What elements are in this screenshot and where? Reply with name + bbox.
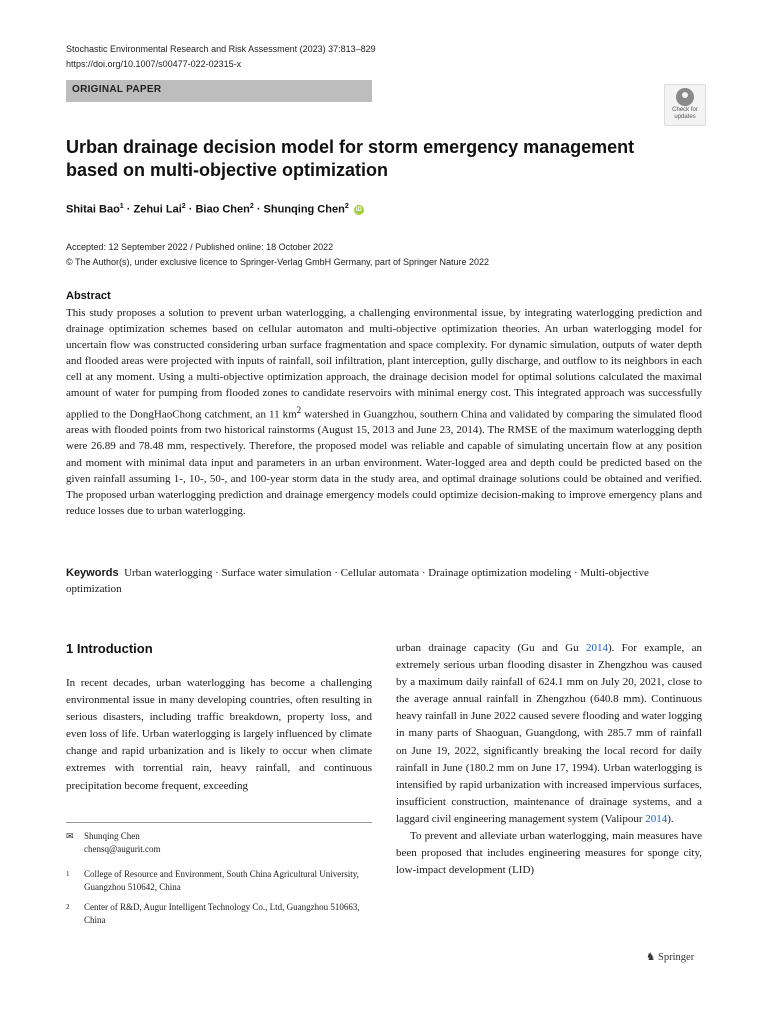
keywords-label: Keywords (66, 567, 119, 579)
author-name[interactable]: Shunqing Chen (263, 203, 345, 216)
journal-citation: Stochastic Environmental Research and Risk Assessment (2023) 37:813–829 (66, 44, 376, 54)
intro-paragraph: urban drainage capacity (Gu and Gu 2014). For example, an extremely serious urban flooding disaster in Zhengzhou was caused by a maximum daily rainfall of 624.1 mm on July 20, 2021, close to the average annual rainfall in Zhengzhou (640.8 mm). Continuous heavy rainfall in June 2022 caused severe flooding and water logging in many parts of Shaoguan, Guangdong, with 285.7 mm of rainfall on June 19, 2022, significantly breaking the local record for daily rainfall in June (180.2 mm on June 17, 1994). Urban waterlogging is intensified by rapid urbanization with increased impervious surfaces, insufficient construction, maintenance of drainage systems, and a laggard civil engineering management system (Valipour 2014). (396, 642, 702, 825)
author-affiliation: 2 (344, 203, 349, 210)
affiliation-2 (66, 901, 372, 927)
article-type-badge (66, 80, 372, 102)
contact-name: Shunqing Chen (84, 831, 140, 841)
intro-left-column (66, 675, 372, 795)
keywords-text: Urban waterlogging · Surface water simulation · Cellular automata · Drainage optimization modeling · Multi-objective optimization (66, 567, 649, 596)
publisher-logo (646, 951, 694, 963)
intro-right-column (396, 640, 702, 879)
check-updates-label: Check for updates (672, 107, 698, 120)
intro-paragraph: In recent decades, urban waterlogging has become a challenging environmental issue in many developing countries, often resulting in serious disasters, including traffic breakdown, property loss, and even loss of life. Urban waterlogging is largely influenced by climate change and rapid urbanization and is likely to occur when climate extremes with torrential rain, heavy rainfall, and continuous precipitation become frequent, exceeding (66, 677, 372, 792)
corresponding-author (66, 830, 372, 856)
author-name[interactable]: Zehui Lai (133, 203, 182, 216)
check-for-updates-button[interactable] (664, 84, 706, 126)
author-affiliation: 1 (119, 203, 124, 210)
affiliation-text: College of Resource and Environment, South China Agricultural University, Guangzhou 510642, China (84, 869, 359, 892)
author-list: Shitai Bao$^1$ · Zehui Lai$^2$ · Biao Chen$^2$ · Shunqing Chen$^2$ iD (66, 203, 362, 216)
contact-email[interactable]: chensq@augurit.com (84, 844, 161, 854)
springer-knight-icon: ♞ (646, 952, 656, 963)
journal-header (66, 42, 376, 72)
publication-dates (66, 240, 489, 270)
check-updates-icon (676, 88, 694, 106)
affiliation-1 (66, 868, 372, 894)
author-affiliation: 2 (249, 203, 254, 210)
author-name[interactable]: Shitai Bao (66, 203, 120, 216)
envelope-icon: ✉ (66, 831, 74, 841)
author-name[interactable]: Biao Chen (195, 203, 250, 216)
citation-link[interactable]: 2014 (585, 642, 608, 654)
section-heading-introduction: 1 Introduction (66, 641, 153, 656)
footnote-divider (66, 822, 372, 823)
article-type-label: ORIGINAL PAPER (72, 84, 162, 95)
abstract-body: This study proposes a solution to prevent urban waterlogging, a challenging environmental issue, by integrating waterlogging prediction and drainage optimization schemes based on cellular automaton and multi-objective optimization theories. An urban waterlogging model for uncertain flow was constructed considering urban surface fragmentation and space complexity. For dynamic simulation, outputs of water depth and flooded areas were projected with inputs of rainfall, soil infiltration, plant interception, gully discharge, and outflow to its neighbors in each cell at any moment. Using a multi-objective optimization approach, the drainage decision model for optimal solutions calculated the maximal amount of water for pumping from flooded zones to candidate reservoirs with minimal energy cost. This integrated approach was successfully applied to the DongHaoChong catchment, an 11 $km^2$ watershed in Guangzhou, southern China and validated by comparing the simulated flood areas with flooded points from two historical rainstorms (August 15, 2013 and June 23, 2014). The RMSE of the maximum waterlogging depth were 26.89 and 78.48 mm, respectively. Therefore, the proposed model was reliable and capable of simulating uncertain flow at any position and moment with minimal data input and parameters in an urban environment. Water-logged area and depth could be predicted based on the given rainfall assuming 1-, 10-, 50-, and 100-year storm data in the study area, and optimal drainage solutions could be obtained and verified. The proposed urban waterlogging prediction and drainage emergency models could optimize decision-making to improve emergency plans and reduce losses due to urban waterlogging. (66, 307, 702, 517)
abstract-heading: Abstract (66, 290, 111, 302)
affiliation-number: 2 (66, 903, 70, 911)
accepted-published: Accepted: 12 September 2022 / Published online: 18 October 2022 (66, 242, 334, 252)
paper-title: Urban drainage decision model for storm emergency management based on multi-objective optimization (66, 137, 635, 180)
keywords (66, 565, 702, 597)
copyright-line: © The Author(s), under exclusive licence to Springer-Verlag GmbH Germany, part of Springer Nature 2022 (66, 257, 489, 267)
intro-paragraph: To prevent and alleviate urban waterlogging, main measures have been proposed that includes engineering measures for sponge city, low-impact development (LID) (396, 830, 702, 877)
affiliation-number: 1 (66, 870, 70, 878)
publisher-name: Springer (658, 952, 695, 963)
citation-link[interactable]: 2014 (645, 812, 668, 825)
doi-link[interactable]: https://doi.org/10.1007/s00477-022-02315-x (66, 59, 242, 69)
affiliation-text: Center of R&D, Augur Intelligent Technology Co., Ltd, Guangzhou 510663, China (84, 902, 360, 925)
author-affiliation: 2 (181, 203, 186, 210)
orcid-icon[interactable]: iD (355, 206, 362, 213)
